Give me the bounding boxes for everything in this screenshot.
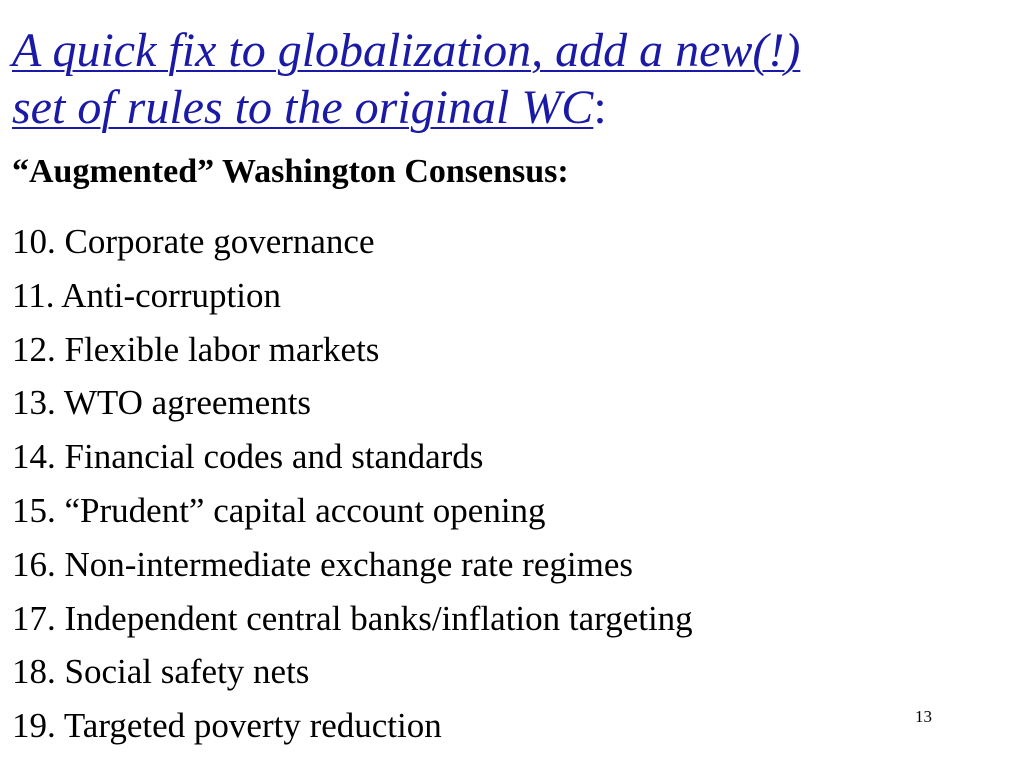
list-item: 10. Corporate governance: [12, 222, 375, 261]
slide-subtitle: “Augmented” Washington Consensus:: [12, 153, 569, 190]
list-item: 15. “Prudent” capital account opening: [12, 490, 546, 530]
title-link[interactable]: [12, 24, 800, 134]
list-item: 16. Non-intermediate exchange rate regimes: [12, 544, 633, 584]
slide-title: [12, 22, 1012, 136]
rules-list: [12, 215, 693, 753]
list-item: 19. Targeted poverty reduction: [12, 706, 442, 746]
list-item: 11. Anti-corruption: [12, 275, 281, 315]
list-item: 14. Financial codes and standards: [12, 437, 484, 477]
list-item: 12. Flexible labor markets: [12, 329, 380, 369]
list-item: 17. Independent central banks/inflation targeting: [12, 598, 693, 638]
list-item: 18. Social safety nets: [12, 652, 310, 692]
title-line-2: set of rules to the original WC: [12, 81, 594, 134]
title-colon: :: [593, 81, 607, 134]
list-item: 13. WTO agreements: [12, 383, 312, 423]
page-number: 13: [915, 707, 932, 726]
title-line-1: A quick fix to globalization, add a new(!): [12, 24, 801, 77]
